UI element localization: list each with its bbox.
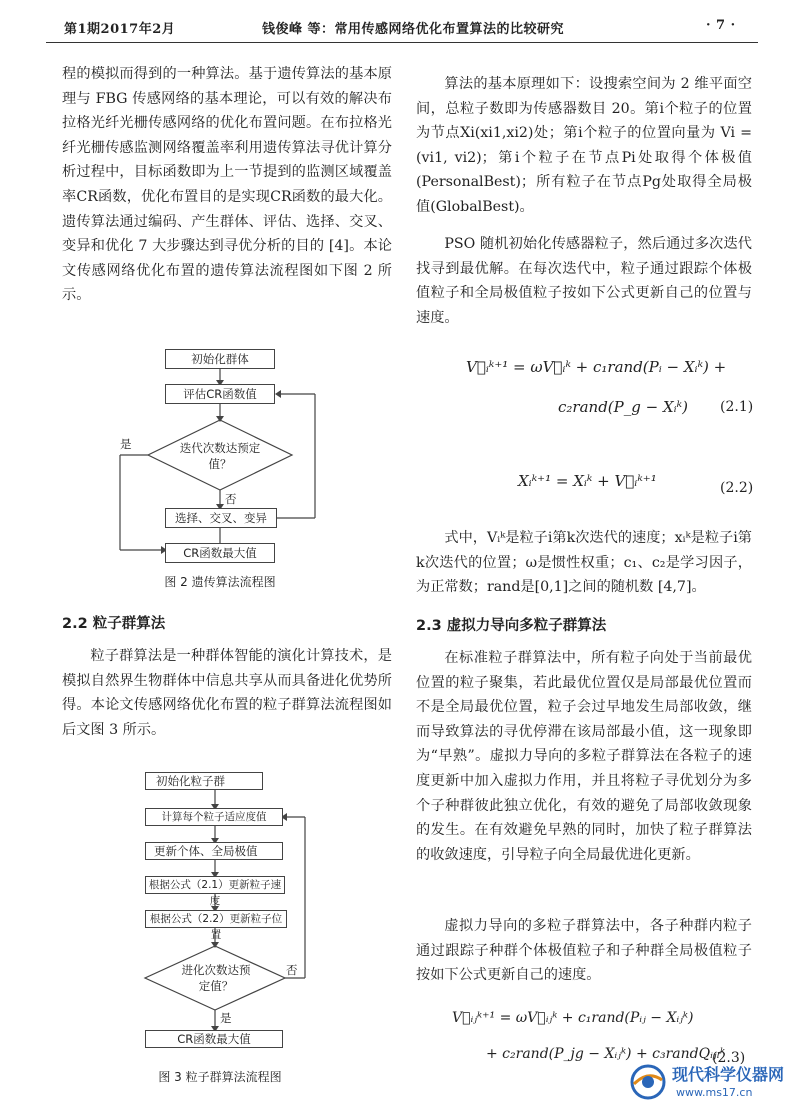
fig2-init-box: 初始化群体 [165, 349, 275, 369]
fig2-max-box: CR函数最大值 [165, 543, 275, 563]
fig2-caption: 图 2 遗传算法流程图 [164, 575, 276, 589]
right-paragraph-4 [416, 646, 752, 867]
fig3-yes-label: 是 [220, 1011, 232, 1025]
watermark-name: 现代科学仪器网 [672, 1065, 785, 1084]
section-2-3-heading: 2.3 虚拟力导向多粒子群算法 [416, 618, 607, 634]
fig3-update-velocity-box: 根据公式（2.1）更新粒子速度 [145, 876, 285, 894]
equation-2-2-number: (2.2) [720, 480, 754, 496]
right-paragraph-1 [416, 72, 752, 220]
fig3-update-best-box: 更新个体、全局极值 [145, 842, 283, 860]
equation-2-1-line1: V⃗ᵢᵏ⁺¹ = ωV⃗ᵢᵏ + c₁rand(Pᵢ − Xᵢᵏ) + [466, 358, 727, 376]
fig2-yes-label: 是 [120, 437, 132, 451]
right-paragraph-5 [416, 914, 752, 988]
right-p2-text: PSO 随机初始化传感器粒子，然后通过多次迭代找寻到最优解。在每次迭代中，粒子通过跟踪个体极值粒子和全局极值粒子按如下公式更新自己的位置与速度。 [416, 236, 752, 326]
equation-2-2: Xᵢᵏ⁺¹ = Xᵢᵏ + V⃗ᵢᵏ⁺¹ [518, 472, 657, 490]
fig3-decision-text: 进化次数达预定值？ [181, 963, 251, 993]
journal-issue: 第1期2017年2月 [64, 22, 176, 37]
right-p1-text: 算法的基本原理如下：设搜索空间为 2 维平面空间，总粒子数即为传感器数目 20。第i个粒子的位置为节点Xi(xi1,xi2)处；第i个粒子的位置向量为 Vi = (vi1, vi2)；第i个粒子在节点Pi处取得个体极值(PersonalBest)；所有粒子在节点Pg处取得全局极值(GlobalBest)。 [416, 76, 752, 215]
fig2-ops-box: 选择、交叉、变异 [165, 508, 277, 528]
equation-2-1-line2: c₂rand(P_g − Xᵢᵏ) [558, 398, 688, 416]
running-title: 钱俊峰 等：常用传感网络优化布置算法的比较研究 [262, 22, 565, 37]
fig3-update-position-box: 根据公式（2.2）更新粒子位置 [145, 910, 287, 928]
section-2-2-heading: 2.2 粒子群算法 [62, 616, 166, 632]
fig2-decision-text: 迭代次数达预定值？ [179, 441, 261, 471]
equation-2-1-number: (2.1) [720, 399, 754, 415]
equation-2-3-line2: + c₂rand(P_jg − Xᵢⱼᵏ) + c₃randQᵢⱼₗᵏ [486, 1046, 726, 1062]
left-p2-text: 粒子群算法是一种群体智能的演化计算技术，是模拟自然界生物群体中信息共享从而具备进化优势所得。本论文传感网络优化布置的粒子群算法流程图如后文图 3 所示。 [62, 648, 392, 738]
left-p1-text: 程的模拟而得到的一种算法。基于遗传算法的基本原理与 FBG 传感网络的基本理论，可以有效的解决布拉格光纤光栅传感网络的优化布置问题。在布拉格光纤光栅传感监测网络覆盖率利用遗传算法寻优计算分析过程中，目标函数即为上一节提到的监测区域覆盖率CR函数，优化布置目的是实现CR函数的最大化。遗传算法通过编码、产生群体、评估、选择、交叉、变异和优化 7 大步骤达到寻优分析的目的 [4]。本论文传感网络优化布置的遗传算法流程图如下图 2 所示。 [62, 66, 392, 304]
fig2-no-label: 否 [225, 492, 237, 506]
right-paragraph-3 [416, 526, 752, 600]
equation-2-3-line1: V⃗ᵢⱼᵏ⁺¹ = ωV⃗ᵢⱼᵏ + c₁rand(Pᵢⱼ − Xᵢⱼᵏ) [452, 1010, 694, 1026]
fig3-max-box: CR函数最大值 [145, 1030, 283, 1048]
watermark-globe-icon [628, 1062, 668, 1102]
fig2-evaluate-box: 评估CR函数值 [165, 384, 275, 404]
fig3-fitness-box: 计算每个粒子适应度值 [145, 808, 283, 826]
equation-2-3-number: (2.3) [712, 1050, 746, 1066]
watermark-url: www.ms17.cn [676, 1086, 753, 1099]
fig3-init-box: 初始化粒子群 [145, 772, 263, 790]
watermark-logo [628, 1058, 798, 1110]
right-paragraph-2 [416, 232, 752, 330]
right-p5-text: 虚拟力导向的多粒子群算法中，各子种群内粒子通过跟踪子种群个体极值粒子和子种群全局极值粒子按如下公式更新自己的速度。 [416, 918, 752, 984]
right-p4-text: 在标准粒子群算法中，所有粒子向处于当前最优位置的粒子聚集，若此最优位置仅是局部最优位置而不是全局最优位置，粒子会过早地发生局部收敛，继而导致算法的寻优停滞在该局部最小值，这一现象即为“早熟”。虚拟力导向的多粒子群算法在各粒子的速度更新中加入虚拟力作用，并且将粒子寻优划分为多个子种群彼此独立优化，有效的避免了局部收敛现象的发生。在有效避免早熟的同时，加快了粒子群算法的收敛速度，引导粒子向全局最优进化更新。 [416, 650, 752, 863]
page-number: · 7 · [706, 18, 736, 33]
fig3-caption: 图 3 粒子群算法流程图 [158, 1070, 282, 1084]
right-p3-text: 式中，Vᵢᵏ是粒子i第k次迭代的速度；xᵢᵏ是粒子i第k次迭代的位置；ω是惯性权重；c₁、c₂是学习因子，为正常数；rand是[0,1]之间的随机数 [4,7]。 [416, 530, 752, 596]
fig3-no-label: 否 [286, 963, 298, 977]
